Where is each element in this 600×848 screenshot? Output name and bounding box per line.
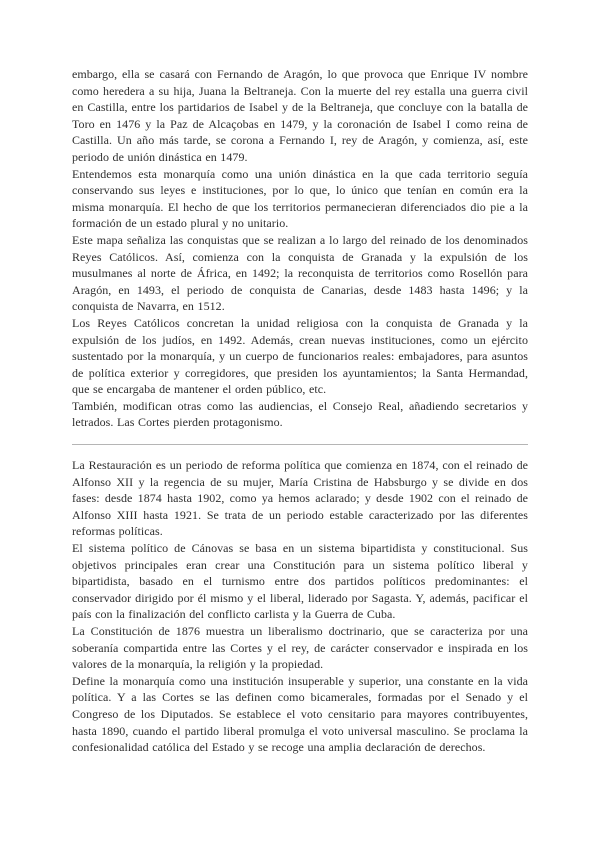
section-reyes-catolicos [72, 66, 528, 431]
paragraph: El sistema político de Cánovas se basa en un sistema bipartidista y constitucional. Sus objetivos principales eran crear una Constitución para un sistema político liberal y bipartidista, basado en el turnismo entre dos partidos políticos predominantes: el conservador dirigido por él mismo y el liberal, liderado por Sagasta. Y, además, pacificar el país con la finalización del conflicto carlista y la Guerra de Cuba. [72, 541, 528, 622]
paragraph: La Constitución de 1876 muestra un liberalismo doctrinario, que se caracteriza por una soberanía compartida entre las Cortes y el rey, de carácter conservador e inspirada en los valores de la monarquía, la religión y la propiedad. [72, 624, 528, 672]
paragraph: Este mapa señaliza las conquistas que se realizan a lo largo del reinado de los denominados Reyes Católicos. Así, comienza con la conquista de Granada y la expulsión de los musulmanes al norte de África, en 1492; la reconquista de territorios como Rosellón para Aragón, en 1493, el periodo de conquista de Canarias, desde 1483 hasta 1496; y la conquista de Navarra, en 1512. [72, 232, 528, 314]
section-divider [72, 444, 528, 445]
paragraph: La Restauración es un periodo de reforma política que comienza en 1874, con el reinado de Alfonso XII y la regencia de su mujer, María Cristina de Habsburgo y se divide en dos fases: desde 1874 hasta 1902, como ya hemos aclarado; y desde 1902 con el reinado de Alfonso XIII hasta 1921. Se trata de un periodo estable caracterizado por las diferentes reformas políticas. [72, 458, 528, 539]
paragraph: Entendemos esta monarquía como una unión dinástica en la que cada territorio seguía conservando sus leyes e instituciones, por lo que, lo único que tenían en común era la misma monarquía. El hecho de que los territorios permanecieran diferenciados dio pie a la formación de un estado plural y no unitario. [72, 166, 528, 231]
paragraph: embargo, ella se casará con Fernando de Aragón, lo que provoca que Enrique IV nombre como heredera a su hija, Juana la Beltraneja. Con la muerte del rey estalla una guerra civil en Castilla, entre los partidarios de Isabel y de la Beltraneja, que concluye con la batalla de Toro en 1476 y la Paz de Alcaçobas en 1479, y la coronación de Isabel I como reina de Castilla. Un año más tarde, se corona a Fernando I, rey de Aragón, y comienza, así, este periodo de unión dinástica en 1479. [72, 67, 528, 164]
paragraph: También, modifican otras como las audiencias, el Consejo Real, añadiendo secretarios y letrados. Las Cortes pierden protagonismo. [72, 398, 528, 430]
paragraph: Define la monarquía como una institución insuperable y superior, una constante en la vida política. Y a las Cortes se las definen como bicamerales, formadas por el Senado y el Congreso de los Diputados. Se establece el voto censitario para mayores contribuyentes, hasta 1890, cuando el partido liberal promulga el voto universal masculino. Se proclama la confesionalidad católica del Estado y se recoge una amplia declaración de derechos. [72, 673, 528, 755]
section-restauracion [72, 457, 528, 756]
paragraph: Los Reyes Católicos concretan la unidad religiosa con la conquista de Granada y la expulsión de los judíos, en 1492. Además, crean nuevas instituciones, como un ejército sustentado por la monarquía, y un cuerpo de funcionarios reales: embajadores, para asuntos de política exterior y corregidores, que presiden los ayuntamientos; la Santa Hermandad, que se encargaba de mantener el orden público, etc. [72, 315, 528, 397]
